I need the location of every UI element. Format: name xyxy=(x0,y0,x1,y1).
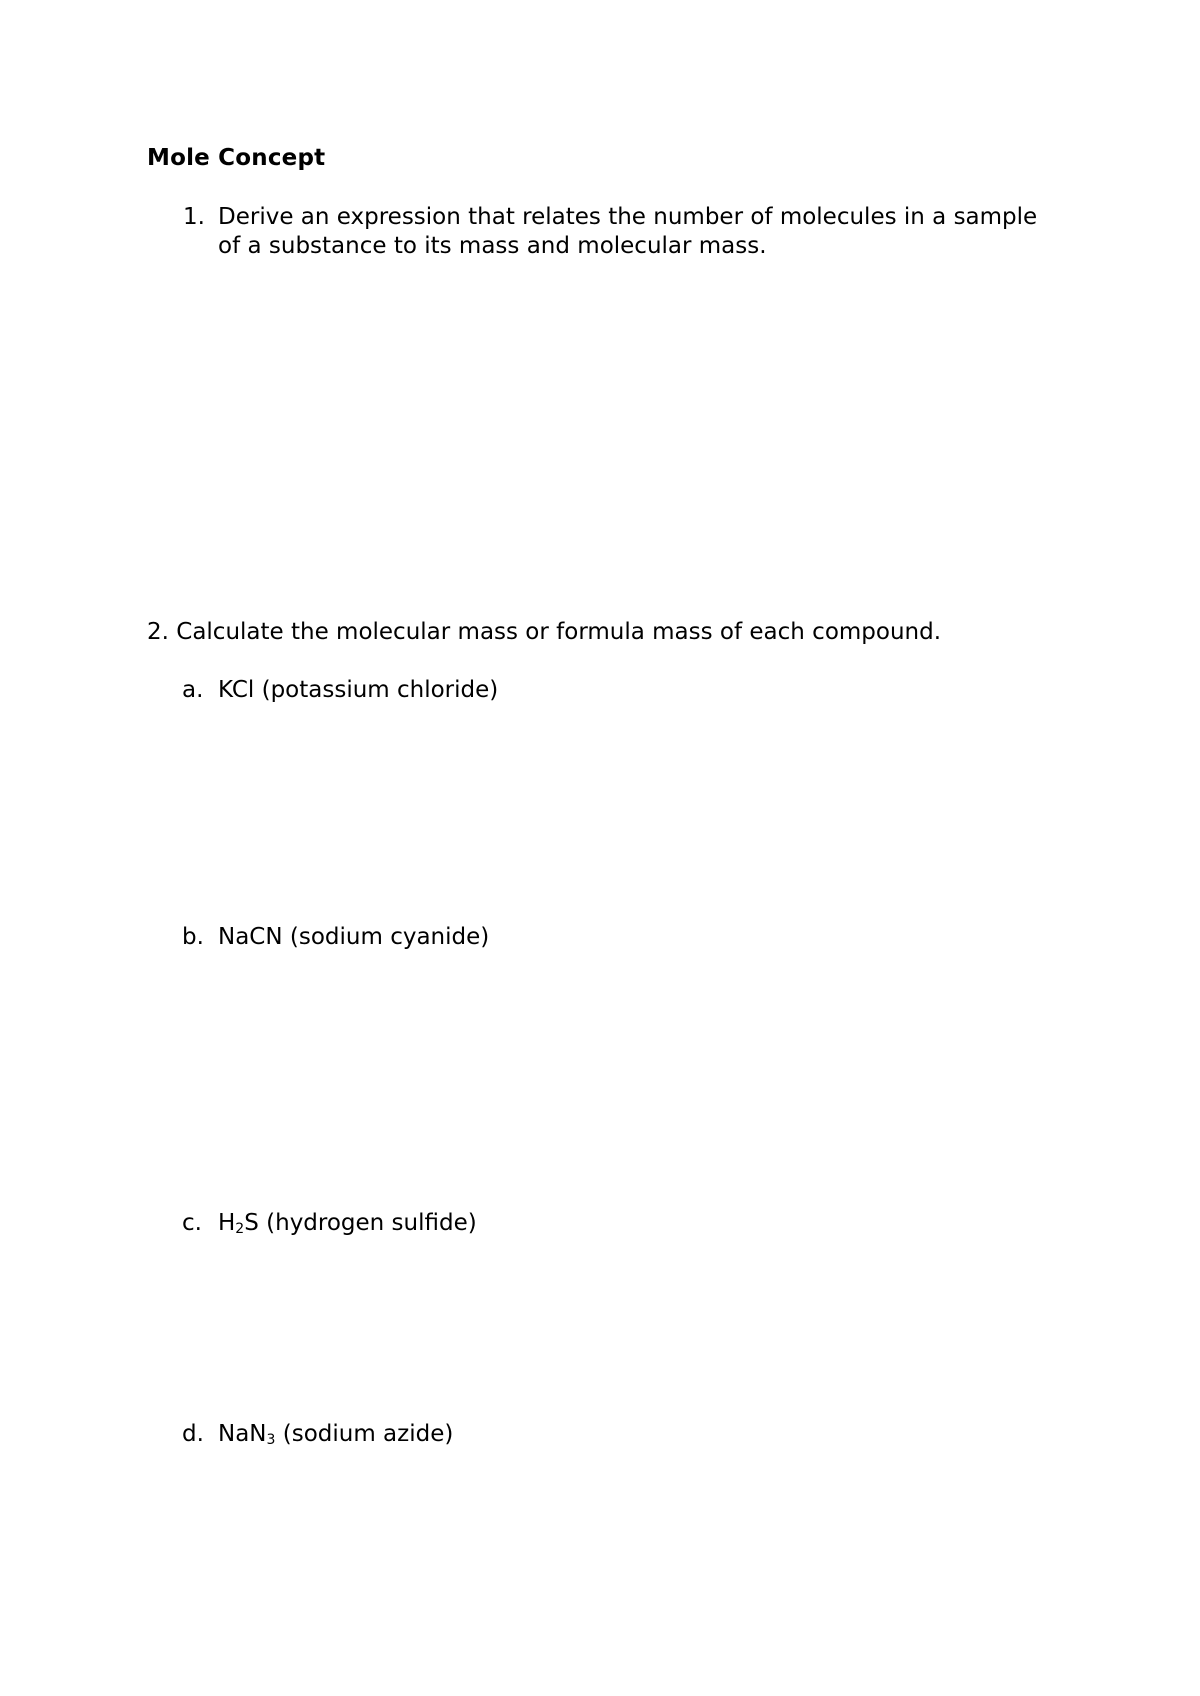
compound-name: (potassium chloride) xyxy=(254,677,499,703)
compound-formula: H xyxy=(218,1210,236,1236)
item-letter: d. xyxy=(182,1421,204,1447)
item-letter: c. xyxy=(182,1210,202,1236)
item-compound xyxy=(218,676,498,705)
compound-formula: NaN xyxy=(218,1421,267,1447)
question-2-text: 2. Calculate the molecular mass or formula mass of each compound. xyxy=(147,619,942,645)
item-letter: b. xyxy=(182,924,204,950)
compound-formula: KCl xyxy=(218,677,255,703)
question-1-text: Derive an expression that relates the number of molecules in a sample of a substance to its mass and molecular mass. xyxy=(218,204,1038,259)
compound-name: (sodium azide) xyxy=(275,1421,454,1447)
question-1 xyxy=(147,203,1047,261)
formula-subscript: 2 xyxy=(235,1221,245,1237)
compound-formula: NaCN xyxy=(218,924,283,950)
formula-subscript: 3 xyxy=(266,1432,276,1448)
page-title: Mole Concept xyxy=(147,145,326,171)
item-compound xyxy=(218,1420,453,1452)
compound-name: (hydrogen sulfide) xyxy=(258,1210,477,1236)
item-compound xyxy=(218,923,489,952)
item-letter: a. xyxy=(182,677,204,703)
item-compound xyxy=(218,1209,477,1241)
question-1-number: 1. xyxy=(183,204,205,230)
compound-formula-rest: S xyxy=(244,1210,259,1236)
compound-name: (sodium cyanide) xyxy=(282,924,490,950)
